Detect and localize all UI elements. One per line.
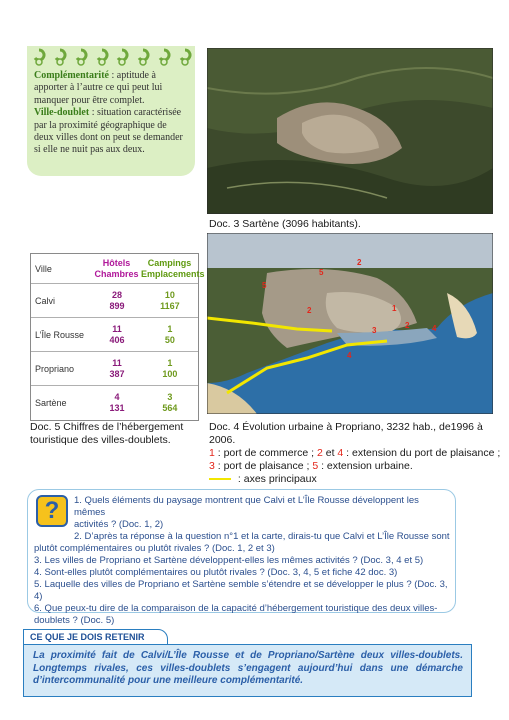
question-line: 1. Quels éléments du paysage montrent que Calvi et L’Île Rousse développent les mêmes: [74, 495, 419, 518]
table-row: [31, 352, 198, 386]
spiral-ring-icon: [53, 48, 67, 66]
campings-cell: 1 50: [164, 323, 175, 345]
glossary-term-complementarite: Complémentarité: [34, 70, 109, 81]
map-label: 5: [262, 281, 267, 290]
map-label: 4: [432, 324, 437, 333]
city-name: L’Île Rousse: [35, 329, 85, 340]
glossary-def-ville-doublet: : situation caractérisée par la proximité géographique de deux villes dont on peut se demander si elle ne nuit pas aux deux.: [34, 107, 183, 156]
hotels-cell: 11 406: [109, 323, 125, 345]
question-mark-icon: ?: [36, 495, 68, 527]
doc5-caption: Doc. 5 Chiffres de l’hébergement touristique des villes-doublets.: [30, 421, 184, 446]
map-label: 1: [392, 304, 397, 313]
map-label: 4: [347, 351, 352, 360]
question-line: 5. Laquelle des villes de Propriano et Sartène semble s’étendre et se développer le plus ? (Doc. 3, 4): [34, 579, 448, 602]
table-row: [31, 386, 198, 420]
map-label: 3: [372, 326, 377, 335]
campings-cell: 3 564: [162, 392, 178, 413]
city-name: Calvi: [35, 295, 56, 306]
table-row: [31, 318, 198, 352]
doc4-caption: Doc. 4 Évolution urbaine à Propriano, 3232 hab., de1996 à 2006. 1 : port de commerce ; 2 et 4 : extension du port de plaisance ; 3 : port de plaisance ; 5 : extension urbaine. : axes principaux: [209, 421, 501, 485]
spiral-ring-icon: [95, 48, 109, 66]
hotels-cell: 11 387: [109, 357, 125, 379]
header-city: Ville: [35, 263, 52, 274]
map-label: 2: [357, 258, 362, 267]
question-line: plutôt complémentaires ou plutôt rivales ? (Doc. 1, 2 et 3): [34, 543, 275, 554]
axis-legend-swatch: [209, 478, 231, 480]
city-name: Propriano: [35, 363, 75, 374]
retenir-title: CE QUE JE DOIS RETENIR: [23, 629, 168, 645]
spiral-ring-icon: [178, 48, 192, 66]
glossary-text: [34, 70, 186, 157]
questions-list: [34, 495, 452, 627]
glossary-def-complementarite: : aptitude à apporter à l’autre ce qui peut lui manquer pour être complet.: [34, 70, 163, 106]
table-header-row: [31, 254, 205, 284]
table-row: [31, 284, 198, 318]
question-line: doublets ? (Doc. 5): [34, 615, 115, 626]
propriano-aerial-photo: [207, 233, 493, 414]
doc3-caption: Doc. 3 Sartène (3096 habitants).: [209, 218, 361, 230]
campings-cell: 10 1167: [160, 289, 180, 311]
spiral-ring-icon: [157, 48, 171, 66]
question-line: activités ? (Doc. 1, 2): [74, 519, 164, 530]
sartene-aerial-photo: [207, 48, 493, 214]
campings-cell: 1 100: [162, 357, 178, 379]
map-label: 2: [405, 321, 410, 330]
spiral-binding: [32, 48, 192, 66]
spiral-ring-icon: [136, 48, 150, 66]
spiral-ring-icon: [32, 48, 46, 66]
header-hotels: Hôtels Chambres: [94, 257, 139, 279]
question-line: 3. Les villes de Propriano et Sartène développent-elles les mêmes activités ? (Doc. 3, 4 et 5): [34, 555, 424, 566]
retenir-text: La proximité fait de Calvi/L’Île Rousse et de Propriano/Sartène deux villes-doublets. Longtemps rivales, ces villes-doublets s’engagent aujourd’hui dans une démarche d’intercommunalité pour une meilleure complémentarité.: [33, 650, 463, 686]
question-line: 4. Sont-elles plutôt complémentaires ou plutôt rivales ? (Doc. 3, 4, 5 et fiche 42 doc. 3): [34, 567, 398, 578]
map-label: 5: [319, 268, 324, 277]
accommodation-table: [30, 253, 205, 421]
map-label: 2: [307, 306, 312, 315]
city-name: Sartène: [35, 398, 67, 408]
spiral-ring-icon: [115, 48, 129, 66]
question-line: 6. Que peux-tu dire de la comparaison de la capacité d’hébergement touristique des deux villes-: [34, 603, 438, 614]
glossary-term-ville-doublet: Ville-doublet: [34, 107, 90, 119]
question-line: 2. D’après ta réponse à la question n°1 et la carte, dirais-tu que Calvi et L’Île Rousse sont: [74, 531, 450, 542]
header-campings: Campings Emplacements: [141, 257, 205, 279]
spiral-ring-icon: [74, 48, 88, 66]
hotels-cell: 4 131: [109, 392, 125, 413]
hotels-cell: 28 899: [109, 289, 125, 311]
